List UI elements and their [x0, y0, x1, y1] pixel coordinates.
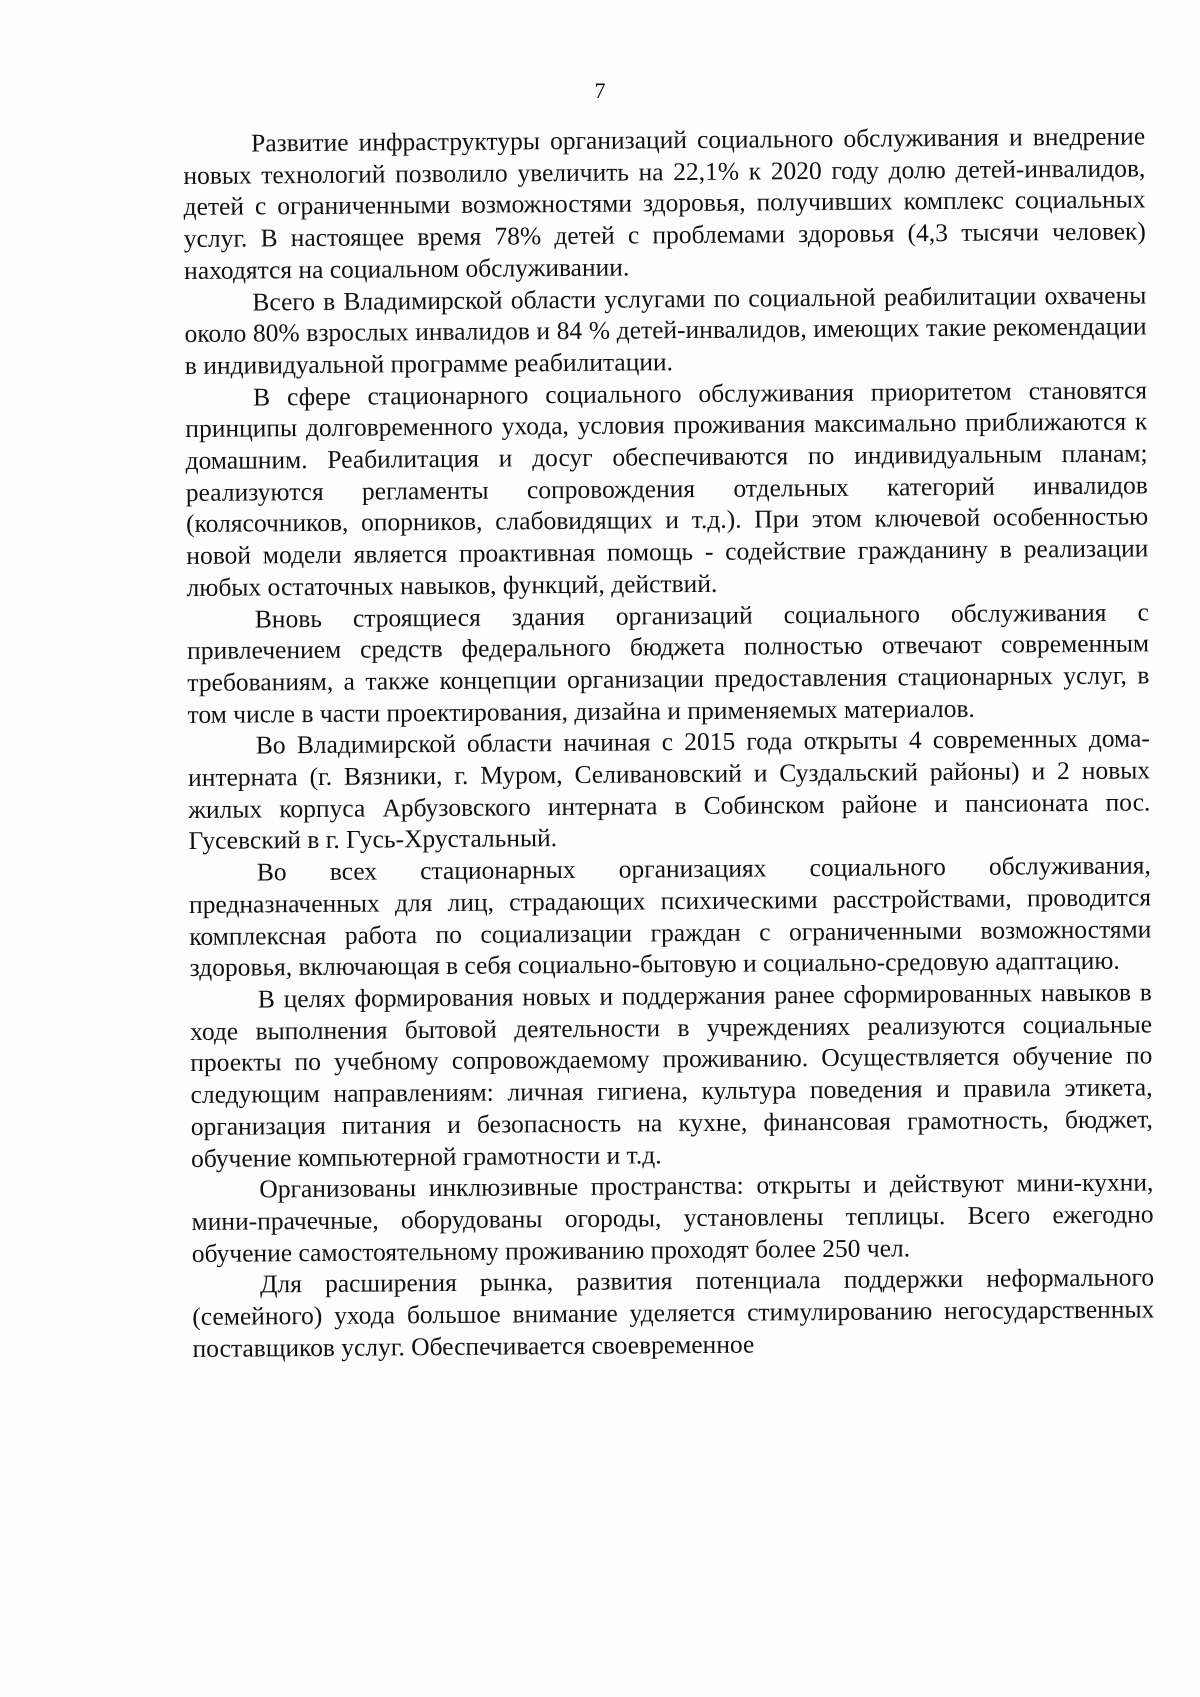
paragraph-inclusive-spaces: Организованы инклюзивные пространства: открыты и действуют мини-кухни, мини-прачечные, оборудованы огороды, установлены теплицы. Всего ежегодно обучение самостоятельному проживанию проходят более 250 чел. [191, 1167, 1154, 1268]
paragraph-infrastructure: Развитие инфраструктуры организаций социального обслуживания и внедрение новых технологий позволило увеличить на 22,1% к 2020 году долю детей-инвалидов, детей с ограниченными возможностями здоровья, получивших комплекс социальных услуг. В настоящее время 78% детей с проблемами здоровья (4,3 тысячи человек) находятся на социальном обслуживании. [183, 121, 1146, 285]
paragraph-new-buildings: Вновь строящиеся здания организаций социального обслуживания с привлечением средств федерального бюджета полностью отвечают современным требованиям, а также концепции организации предоставления стационарных услуг, в том числе в части проектирования, дизайна и применяемых материалов. [186, 596, 1150, 729]
paragraph-rehabilitation-coverage: Всего в Владимирской области услугами по социальной реабилитации охвачены около 80% взрослых инвалидов и 84 % детей-инвалидов, имеющих такие рекомендации в индивидуальной программе реабилитации. [184, 279, 1147, 380]
paragraph-training-projects: В целях формирования новых и поддержания ранее сформированных навыков в ходе выполнения бытовой деятельности в учреждениях реализуются социальные проекты по учебному сопровождаемому проживанию. Осуществляется обучение по следующим направлениям: личная гигиена, культура поведения и правила этикета, организация питания и безопасность на кухне, финансовая грамотность, бюджет, обучение компьютерной грамотности и т.д. [189, 977, 1153, 1173]
paragraph-new-facilities: Во Владимирской области начиная с 2015 года открыты 4 современных дома-интерната (г. Вязники, г. Муром, Селивановский и Суздальский районы) и 2 новых жилых корпуса Арбузовского интерната в Собинском районе и пансионата пос. Гусевский в г. Гусь-Хрустальный. [187, 723, 1151, 856]
page-number: 7 [594, 78, 606, 103]
paragraph-socialization: Во всех стационарных организациях социального обслуживания, предназначенных для лиц, страдающих психическими расстройствами, проводится комплексная работа по социализации граждан с ограниченными возможностями здоровья, включающая в себя социально-бытовую и социально-средовую адаптацию. [188, 850, 1152, 983]
document-body [183, 120, 1155, 1364]
paragraph-stationary-care: В сфере стационарного социального обслуживания приоритетом становятся принципы долговременного ухода, условия проживания максимально приближаются к домашним. Реабилитация и досуг обеспечиваются по индивидуальным планам; реализуются регламенты сопровождения отдельных категорий инвалидов (колясочников, опорников, слабовидящих и т.д.). При этом ключевой особенностью новой модели является проактивная помощь - содействие гражданину в реализации любых остаточных навыков, функций, действий. [185, 375, 1149, 602]
paragraph-market-expansion: Для расширения рынка, развития потенциала поддержки неформального (семейного) ухода большое внимание уделяется стимулированию негосударственных поставщиков услуг. Обеспечивается своевременное [192, 1262, 1155, 1363]
